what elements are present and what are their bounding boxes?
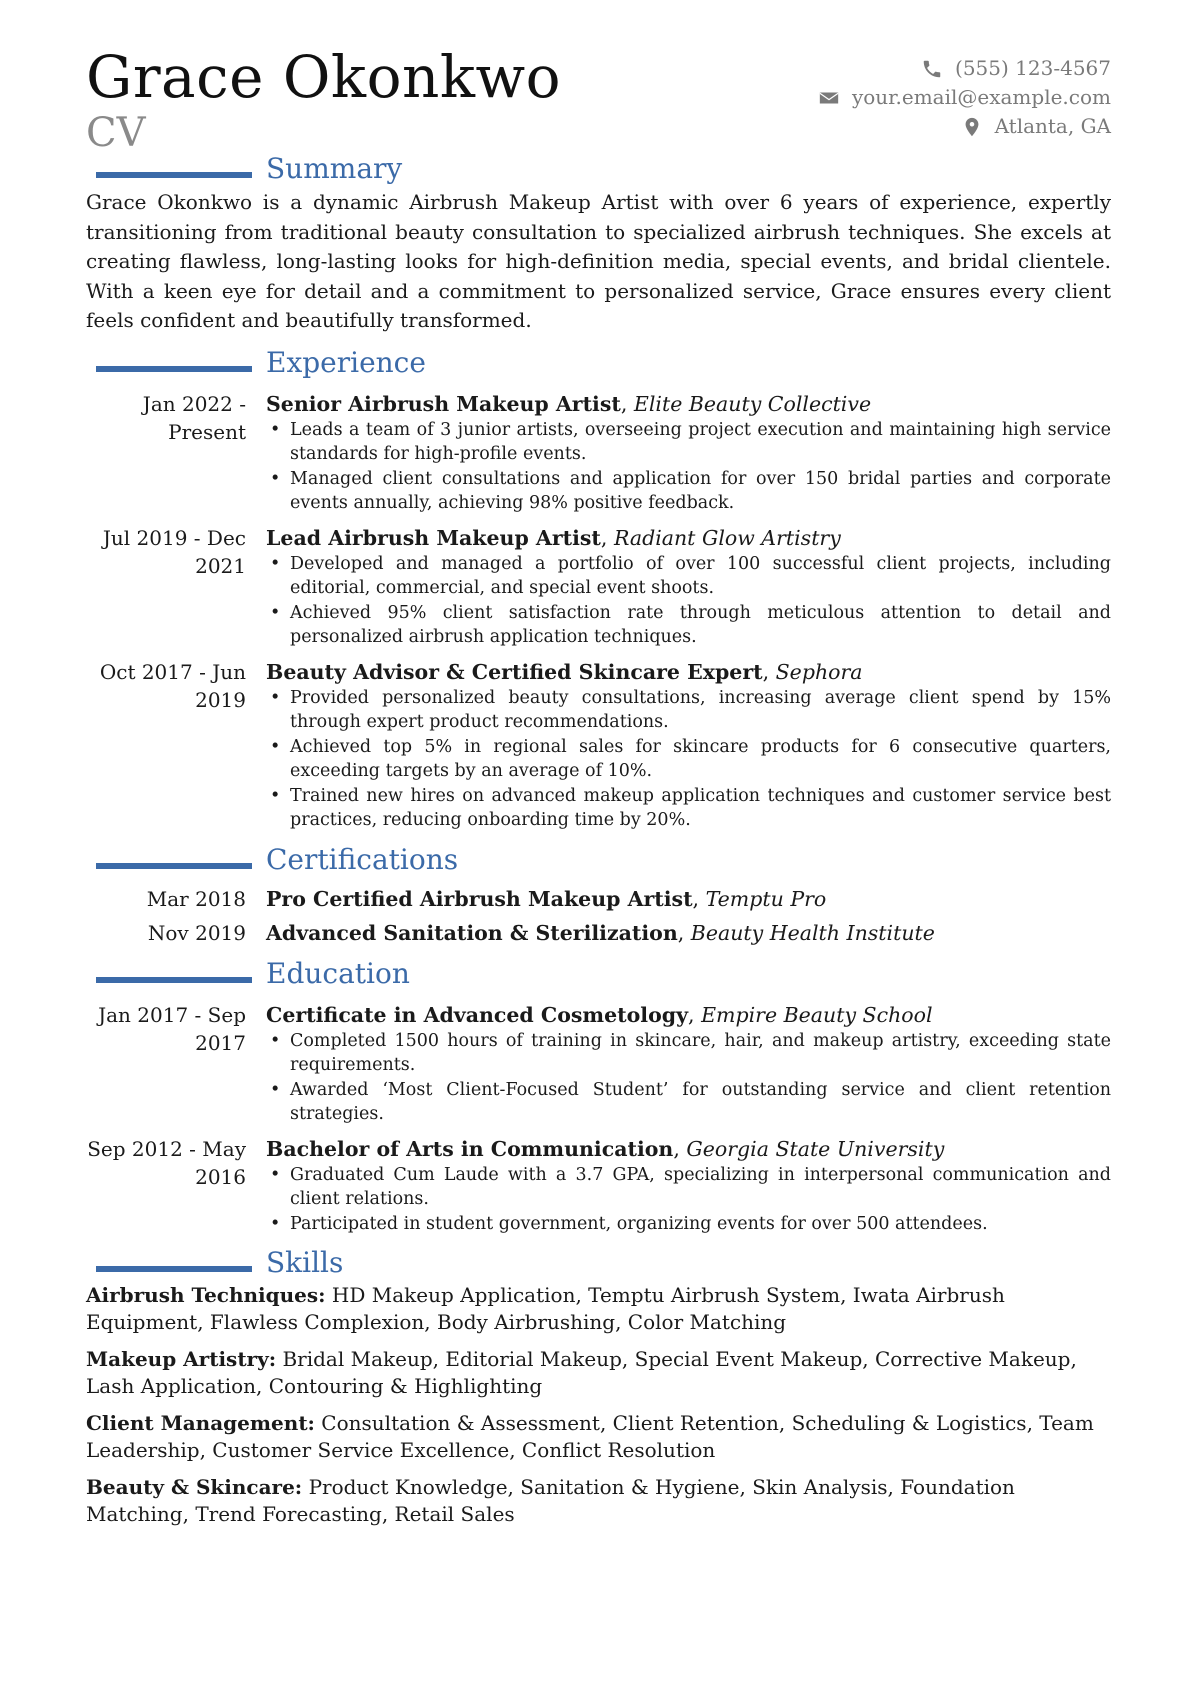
entry-bullet: • Developed and managed a portfolio of over 100 successful client projects, including editorial, commercial, and special event shoots. bbox=[266, 552, 1111, 601]
skill-group bbox=[86, 1282, 1111, 1336]
entry-bullet: • Participated in student government, organizing events for over 500 attendees. bbox=[266, 1212, 1111, 1237]
entry-bullet: • Achieved 95% client satisfaction rate through meticulous attention to detail and personalized airbrush application techniques. bbox=[266, 601, 1111, 650]
section-experience-heading bbox=[86, 346, 1111, 382]
envelope-icon bbox=[818, 87, 840, 109]
experience-entry bbox=[86, 658, 1111, 833]
contact-block bbox=[818, 54, 1111, 141]
entry-title: Senior Airbrush Makeup Artist bbox=[266, 391, 621, 416]
entry-bullet: • Achieved top 5% in regional sales for skincare products for 6 consecutive quarters, exceeding targets by an average of 10%. bbox=[266, 735, 1111, 784]
section-title: Experience bbox=[266, 345, 426, 379]
skill-group bbox=[86, 1346, 1111, 1400]
certification-entry: Nov 2019 Advanced Sanitation & Sterilization, Beauty Health Institute bbox=[86, 919, 1111, 947]
summary-paragraph: Grace Okonkwo is a dynamic Airbrush Makeup Artist with over 6 years of experience, expertly transitioning from traditional beauty consultation to specialized airbrush techniques. She excels at creating flawless, long-lasting looks for high-definition media, special events, and bridal clientele. With a keen eye for detail and a commitment to personalized service, Grace ensures every client feels confident and beautifully transformed. bbox=[86, 190, 1111, 332]
person-name: Grace Okonkwo bbox=[86, 43, 562, 111]
entry-date: Jan 2017 - Sep 2017 bbox=[98, 1002, 246, 1055]
experience-entry bbox=[86, 524, 1111, 650]
entry-org: Radiant Glow Artistry bbox=[613, 525, 841, 550]
section-bar bbox=[96, 366, 252, 372]
skill-group bbox=[86, 1474, 1111, 1528]
entry-role: Beauty Advisor & Certified Skincare Expert, Sephora bbox=[266, 659, 863, 684]
entry-title: Beauty Advisor & Certified Skincare Expert bbox=[266, 659, 763, 684]
phone-number[interactable]: (555) 123-4567 bbox=[955, 56, 1111, 80]
section-title: Education bbox=[266, 956, 410, 990]
section-title: Skills bbox=[266, 1246, 344, 1279]
entry-role: Bachelor of Arts in Communication, Georgia State University bbox=[266, 1136, 945, 1161]
entry-title: Lead Airbrush Makeup Artist bbox=[266, 525, 601, 550]
skill-label: Beauty & Skincare: bbox=[86, 1475, 303, 1499]
map-pin-icon bbox=[961, 116, 983, 138]
experience-entry bbox=[86, 390, 1111, 516]
entry-role: Lead Airbrush Makeup Artist, Radiant Glow Artistry bbox=[266, 525, 841, 550]
entry-org: Empire Beauty School bbox=[701, 1002, 933, 1027]
entry-bullet: • Awarded ‘Most Client-Focused Student’ for outstanding service and client retention strategies. bbox=[266, 1078, 1111, 1127]
cv-header bbox=[86, 40, 1111, 160]
skill-items: Consultation & Assessment, Client Retention, Scheduling & Logistics, Team Leadership, Customer Service Excellence, Conflict Resolution bbox=[86, 1411, 1094, 1462]
skill-label: Makeup Artistry: bbox=[86, 1347, 277, 1371]
entry-date: Jan 2022 - Present bbox=[142, 391, 246, 444]
skill-items: Bridal Makeup, Editorial Makeup, Special Event Makeup, Corrective Makeup, Lash Application, Contouring & Highlighting bbox=[86, 1347, 1077, 1398]
skill-label: Airbrush Techniques: bbox=[86, 1283, 326, 1307]
email-address[interactable]: your.email@example.com bbox=[851, 85, 1111, 109]
entry-date: Mar 2018 bbox=[146, 886, 246, 911]
section-bar bbox=[96, 863, 252, 869]
location-text: Atlanta, GA bbox=[994, 114, 1111, 138]
section-certifications-heading bbox=[86, 843, 1111, 879]
entry-bullet: • Completed 1500 hours of training in skincare, hair, and makeup artistry, exceeding state requirements. bbox=[266, 1029, 1111, 1078]
entry-date: Nov 2019 bbox=[147, 920, 246, 945]
entry-role: Senior Airbrush Makeup Artist, Elite Beauty Collective bbox=[266, 391, 872, 416]
entry-title: Pro Certified Airbrush Makeup Artist bbox=[266, 886, 693, 911]
entry-org: Elite Beauty Collective bbox=[633, 391, 872, 416]
phone-icon bbox=[921, 58, 943, 80]
section-bar bbox=[96, 1266, 252, 1272]
skill-group bbox=[86, 1410, 1111, 1464]
entry-bullet: • Leads a team of 3 junior artists, overseeing project execution and maintaining high service standards for high-profile events. bbox=[266, 418, 1111, 467]
section-education-heading bbox=[86, 957, 1111, 993]
skills-list bbox=[86, 1282, 1111, 1528]
entry-title: Certificate in Advanced Cosmetology bbox=[266, 1002, 689, 1027]
entry-date: Oct 2017 - Jun 2019 bbox=[99, 659, 246, 712]
entry-date: Sep 2012 - May 2016 bbox=[87, 1136, 246, 1189]
entry-bullet: • Managed client consultations and application for over 150 bridal parties and corporate events annually, achieving 98% positive feedback. bbox=[266, 467, 1111, 516]
document-subtitle: CV bbox=[86, 110, 146, 156]
section-summary-heading bbox=[86, 152, 1111, 188]
section-title: Certifications bbox=[266, 842, 459, 876]
skill-label: Client Management: bbox=[86, 1411, 315, 1435]
section-skills-heading bbox=[86, 1246, 1111, 1282]
section-bar bbox=[96, 172, 252, 178]
entry-org: Beauty Health Institute bbox=[690, 920, 935, 945]
contact-location bbox=[818, 112, 1111, 141]
entry-date: Jul 2019 - Dec 2021 bbox=[102, 525, 246, 578]
contact-email bbox=[818, 83, 1111, 112]
certification-entry: Mar 2018 Pro Certified Airbrush Makeup Artist, Temptu Pro bbox=[86, 885, 1111, 913]
entry-bullet: • Provided personalized beauty consultations, increasing average client spend by 15% through expert product recommendations. bbox=[266, 686, 1111, 735]
entry-org: Temptu Pro bbox=[705, 886, 827, 911]
entry-org: Sephora bbox=[775, 659, 863, 684]
skill-items: Product Knowledge, Sanitation & Hygiene, Skin Analysis, Foundation Matching, Trend Forecasting, Retail Sales bbox=[86, 1475, 1015, 1526]
education-entry bbox=[86, 1135, 1111, 1237]
entry-bullet: • Graduated Cum Laude with a 3.7 GPA, specializing in interpersonal communication and client relations. bbox=[266, 1163, 1111, 1212]
education-entry bbox=[86, 1001, 1111, 1127]
entry-role: Certificate in Advanced Cosmetology, Empire Beauty School bbox=[266, 1002, 933, 1027]
cv-page bbox=[86, 40, 1111, 1538]
entry-title: Bachelor of Arts in Communication bbox=[266, 1136, 674, 1161]
contact-phone bbox=[818, 54, 1111, 83]
entry-title: Advanced Sanitation & Sterilization bbox=[266, 920, 678, 945]
skill-items: HD Makeup Application, Temptu Airbrush System, Iwata Airbrush Equipment, Flawless Complexion, Body Airbrushing, Color Matching bbox=[86, 1283, 1005, 1334]
entry-bullet: • Trained new hires on advanced makeup application techniques and customer service best practices, reducing onboarding time by 20%. bbox=[266, 784, 1111, 833]
entry-org: Georgia State University bbox=[686, 1136, 945, 1161]
section-title: Summary bbox=[266, 152, 403, 185]
section-bar bbox=[96, 977, 252, 983]
